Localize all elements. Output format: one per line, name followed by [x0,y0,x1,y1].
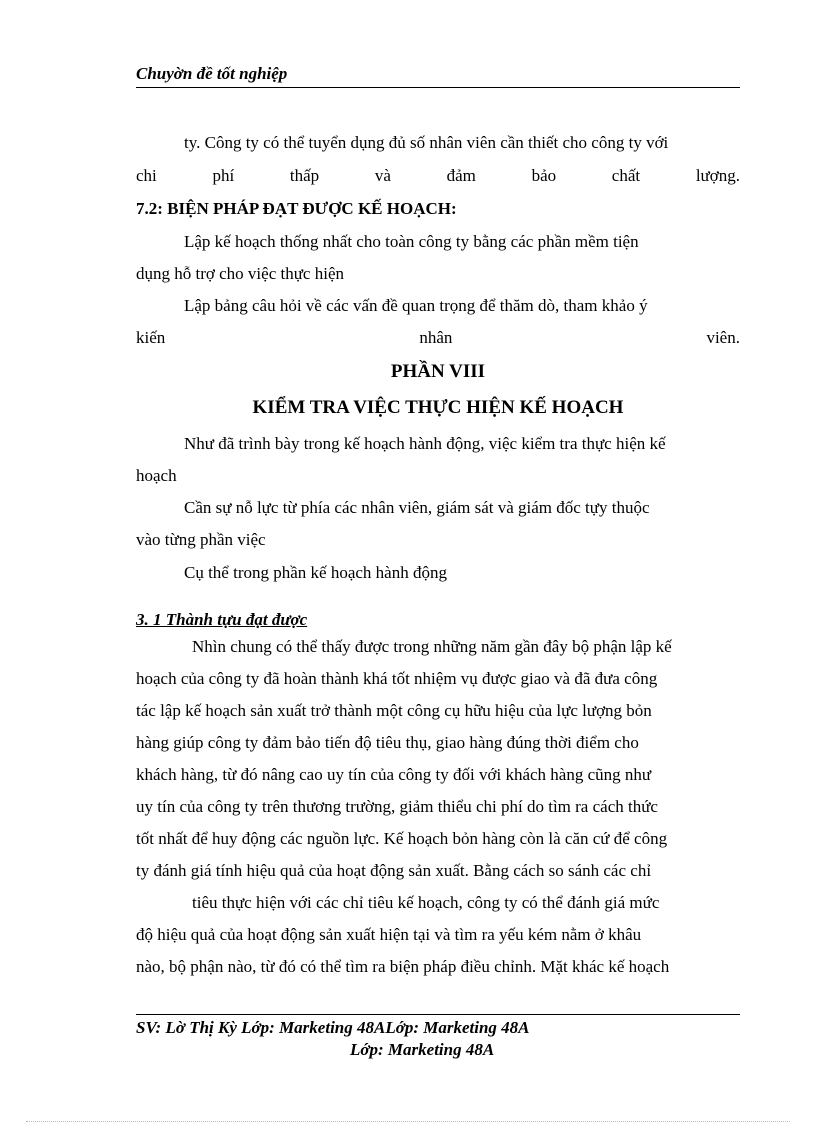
word: và [374,166,391,185]
paragraph-line: Cần sự nỗ lực từ phía các nhân viên, giám sát và giám đốc tựy thuộc [184,498,650,517]
word: chất [611,166,641,185]
word: nhân [419,328,453,347]
paragraph-line: Cụ thể trong phần kế hoạch hành động [184,563,447,582]
justified-line [136,166,740,186]
word: kiến [136,328,166,347]
paragraph-line: tác lập kế hoạch sản xuất trở thành một công cụ hữu hiệu của lực lượng bỏn [136,701,652,720]
paragraph-line: khách hàng, từ đó nâng cao uy tín của công ty đối với khách hàng cũng như [136,765,652,784]
justified-line [136,328,740,348]
paragraph-line: uy tín của công ty trên thương trường, giảm thiểu chi phí do tìm ra cách thức [136,797,658,816]
word: thấp [289,166,320,185]
paragraph-line: ty đánh giá tính hiệu quả của hoạt động sản xuất. Bằng cách so sánh các chỉ [136,861,652,880]
word: đảm [446,166,476,185]
paragraph-line: Lập kế hoạch thống nhất cho toàn công ty bằng các phần mềm tiện [184,232,639,251]
word: chi [136,166,157,185]
paragraph-line: nào, bộ phận nào, từ đó có thể tìm ra biện pháp điều chỉnh. Mặt khác kế hoạch [136,957,670,976]
footer-line-1: SV: Lờ Thị Kỳ Lớp: Marketing 48ALớp: Marketing 48A [136,1018,530,1037]
paragraph-line: hoạch của công ty đã hoàn thành khá tốt nhiệm vụ được giao và đã đưa công [136,669,658,688]
page-header: Chuyờn đề tốt nghiệp [136,64,740,88]
part-subtitle: KIỂM TRA VIỆC THỰC HIỆN KẾ HOẠCH [252,397,624,418]
paragraph-line: hoạch [136,466,177,485]
word: phí [212,166,235,185]
paragraph-line: vào từng phần việc [136,530,266,549]
word: bảo [531,166,557,185]
paragraph-line: dụng hỗ trợ cho việc thực hiện [136,264,344,283]
paragraph-line: tốt nhất để huy động các nguồn lực. Kế hoạch bỏn hàng còn là căn cứ để công [136,829,668,848]
page-edge-divider [26,1121,790,1122]
paragraph-line: tiêu thực hiện với các chỉ tiêu kế hoạch, công ty có thể đánh giá mức [192,893,660,912]
word: viên. [706,328,740,347]
paragraph-line: hàng giúp công ty đảm bảo tiến độ tiêu thụ, giao hàng đúng thời điểm cho [136,733,639,752]
footer-line-2: Lớp: Marketing 48A [350,1040,495,1059]
paragraph-line: Nhìn chung có thể thấy được trong những năm gần đây bộ phận lập kế [192,637,672,656]
paragraph-line: Như đã trình bày trong kế hoạch hành động, việc kiểm tra thực hiện kế [184,434,666,453]
footer-divider [136,1014,740,1015]
sub-heading: 3. 1 Thành tựu đạt được [136,610,308,629]
paragraph-line: độ hiệu quả của hoạt động sản xuất hiện tại và tìm ra yếu kém nằm ở khâu [136,925,642,944]
section-heading: 7.2: BIỆN PHÁP ĐẠT ĐƯỢC KẾ HOẠCH: [136,199,457,218]
word: lượng. [695,166,740,185]
paragraph-line: ty. Công ty có thể tuyển dụng đủ số nhân viên cần thiết cho công ty với [184,133,669,152]
paragraph-line: Lập bảng câu hỏi về các vấn đề quan trọng để thăm dò, tham khảo ý [184,296,648,315]
part-title: PHẦN VIII [390,361,486,382]
